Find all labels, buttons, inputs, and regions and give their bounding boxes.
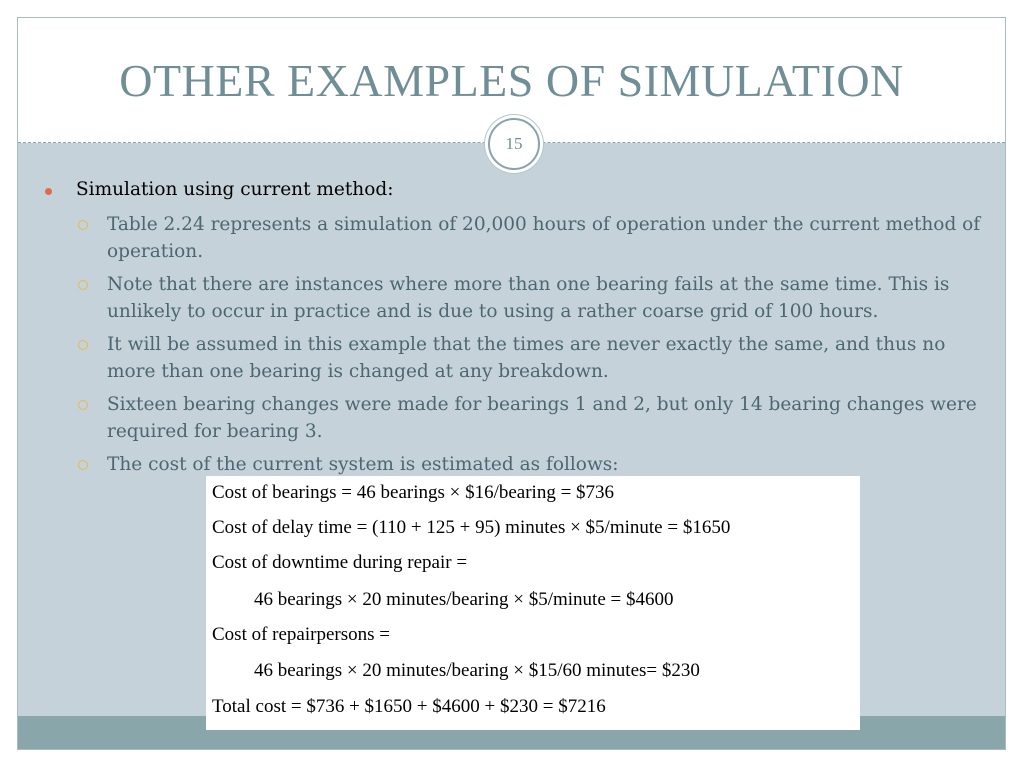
formula-line: Cost of bearings = 46 bearings × $16/bearing = $736 xyxy=(212,482,615,503)
bullet-dot-icon xyxy=(45,188,52,195)
formula-line: Cost of delay time = (110 + 125 + 95) minutes × $5/minute = $1650 xyxy=(212,517,731,538)
formula-line: Total cost = $736 + $1650 + $4600 + $230 = $7216 xyxy=(212,696,606,717)
circle-bullet-icon xyxy=(78,460,88,470)
sub-point-text: It will be assumed in this example that the times are never exactly the same, and thus no more than one bearing is changed at any breakdown. xyxy=(107,334,946,382)
circle-bullet-icon xyxy=(78,400,88,410)
circle-bullet-icon xyxy=(78,280,88,290)
formula-line: 46 bearings × 20 minutes/bearing × $15/60 minutes= $230 xyxy=(254,660,700,681)
formula-line: Cost of downtime during repair = xyxy=(212,552,468,573)
slide-number-badge: 15 xyxy=(488,118,540,170)
circle-bullet-icon xyxy=(78,220,88,230)
slide-title: OTHER EXAMPLES OF SIMULATION xyxy=(119,55,904,106)
slide xyxy=(17,17,1006,750)
bullet-main: Simulation using current method: xyxy=(76,179,394,200)
sub-point-text: The cost of the current system is estimated as follows: xyxy=(107,454,619,475)
cost-formula-image xyxy=(206,476,860,730)
circle-bullet-icon xyxy=(78,340,88,350)
formula-line: 46 bearings × 20 minutes/bearing × $5/minute = $4600 xyxy=(254,589,674,610)
sub-point-text: Sixteen bearing changes were made for bearings 1 and 2, but only 14 bearing changes were required for bearing 3. xyxy=(107,394,977,442)
sub-point-text: Note that there are instances where more than one bearing fails at the same time. This is unlikely to occur in practice and is due to using a rather coarse grid of 100 hours. xyxy=(107,274,950,322)
formula-line: Cost of repairpersons = xyxy=(212,624,390,645)
sub-point-text: Table 2.24 represents a simulation of 20,000 hours of operation under the current method of operation. xyxy=(107,214,981,262)
